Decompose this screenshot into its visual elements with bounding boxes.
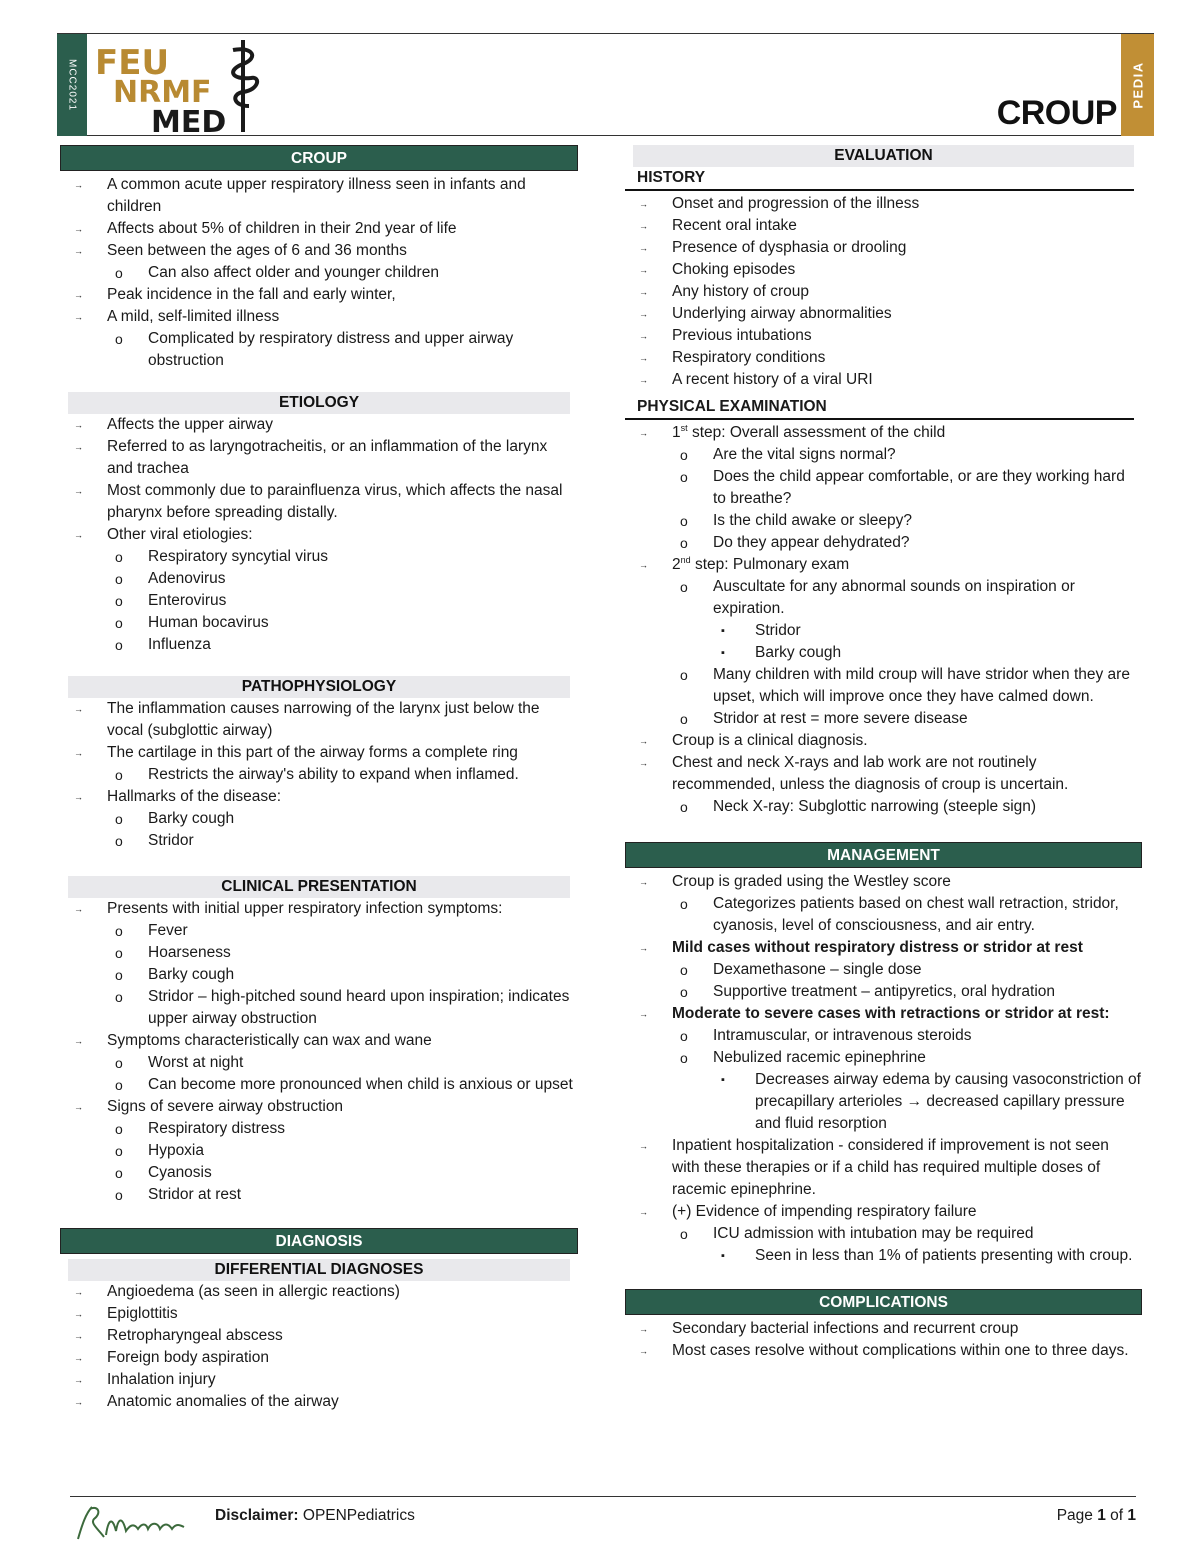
list-item: o Can also affect older and younger children (60, 262, 578, 284)
section-heading-croup: CROUP (60, 145, 578, 171)
batch-code: MCC2021 (66, 58, 78, 112)
history-list (625, 193, 1142, 391)
list-item: o Respiratory distress (60, 1118, 578, 1140)
list-item: o Does the child appear comfortable, or are they working hard to breathe? (625, 466, 1142, 510)
page-header (57, 33, 1154, 136)
list-item: o Influenza (60, 634, 578, 656)
list-item: o Supportive treatment – antipyretics, oral hydration (625, 981, 1142, 1003)
list-item: → Other viral etiologies: (60, 524, 570, 546)
disclaimer-label: Disclaimer: (215, 1507, 299, 1524)
list-item: o Stridor – high-pitched sound heard upon inspiration; indicates upper airway obstruction (60, 986, 578, 1030)
list-item: o Restricts the airway's ability to expand when inflamed. (60, 764, 578, 786)
list-item: → Most cases resolve without complications within one to three days. (625, 1340, 1134, 1362)
subsection-heading-physical-examination: PHYSICAL EXAMINATION (625, 396, 1134, 420)
list-item: o Can become more pronounced when child is anxious or upset (60, 1074, 578, 1096)
list-item: → Seen between the ages of 6 and 36 months (60, 240, 570, 262)
section-heading-clinical-presentation: CLINICAL PRESENTATION (68, 876, 570, 898)
section-heading-diagnosis: DIAGNOSIS (60, 1228, 578, 1254)
list-item: → 2nd step: Pulmonary exam (625, 554, 1134, 576)
list-item: → Inpatient hospitalization - considered if improvement is not seen with these therapies or if a child has required multiple doses of racemic epinephrine. (625, 1135, 1134, 1201)
list-item: → Retropharyngeal abscess (60, 1325, 570, 1347)
clinical-presentation-list (60, 898, 578, 1206)
list-item: → Recent oral intake (625, 215, 1134, 237)
section-heading-evaluation: EVALUATION (633, 145, 1134, 167)
list-item: o Enterovirus (60, 590, 578, 612)
list-item: o Adenovirus (60, 568, 578, 590)
list-item: o Respiratory syncytial virus (60, 546, 578, 568)
list-item: → The inflammation causes narrowing of the larynx just below the vocal (subglottic airway) (60, 698, 570, 742)
list-item: o Nebulized racemic epinephrine (625, 1047, 1142, 1069)
list-item: → A common acute upper respiratory illness seen in infants and children (60, 174, 570, 218)
list-item: o Categorizes patients based on chest wall retraction, stridor, cyanosis, level of consciousness, and air entry. (625, 893, 1142, 937)
list-item: o Stridor (60, 830, 578, 852)
document-title: CROUP (996, 94, 1117, 132)
list-item: → Choking episodes (625, 259, 1134, 281)
list-item: → Peak incidence in the fall and early winter, (60, 284, 570, 306)
author-signature (72, 1501, 192, 1545)
list-item: o Human bocavirus (60, 612, 578, 634)
list-item: ▪ Barky cough (625, 642, 1142, 664)
list-item: → Chest and neck X-rays and lab work are not routinely recommended, unless the diagnosis of croup is uncertain. (625, 752, 1134, 796)
page-footer (70, 1496, 1136, 1546)
pathophysiology-list (60, 698, 578, 852)
list-item: → Underlying airway abnormalities (625, 303, 1134, 325)
list-item: → Secondary bacterial infections and recurrent croup (625, 1318, 1134, 1340)
list-item: o Hypoxia (60, 1140, 578, 1162)
list-item: → Epiglottitis (60, 1303, 570, 1325)
page-number: Page 1 of 1 (1056, 1507, 1136, 1524)
list-item: o Barky cough (60, 808, 578, 830)
list-item: → Affects the upper airway (60, 414, 570, 436)
list-item: o Is the child awake or sleepy? (625, 510, 1142, 532)
list-item: → Croup is a clinical diagnosis. (625, 730, 1134, 752)
section-heading-pathophysiology: PATHOPHYSIOLOGY (68, 676, 570, 698)
caduceus-icon (233, 40, 257, 132)
list-item: → Referred to as laryngotracheitis, or an inflammation of the larynx and trachea (60, 436, 570, 480)
left-column (60, 145, 578, 1413)
list-item: → Previous intubations (625, 325, 1134, 347)
logo-line-3: MED (151, 105, 227, 136)
section-heading-management: MANAGEMENT (625, 842, 1142, 868)
list-item: ▪ Decreases airway edema by causing vasoconstriction of precapillary arterioles → decreased capillary pressure and fluid resorption (625, 1069, 1142, 1135)
disclaimer (215, 1507, 415, 1525)
list-item: → (+) Evidence of impending respiratory failure (625, 1201, 1134, 1223)
batch-code-tab (57, 34, 87, 136)
list-item: → Symptoms characteristically can wax and wane (60, 1030, 570, 1052)
differential-diagnoses-list (60, 1281, 578, 1413)
list-item: o Dexamethasone – single dose (625, 959, 1142, 981)
disclaimer-source: OPENPediatrics (298, 1507, 415, 1524)
list-item: o Neck X-ray: Subglottic narrowing (steeple sign) (625, 796, 1142, 818)
feu-nrmf-med-logo (93, 36, 283, 136)
list-item: ▪ Seen in less than 1% of patients presenting with croup. (625, 1245, 1142, 1267)
list-item: → Affects about 5% of children in their 2nd year of life (60, 218, 570, 240)
list-item: → Foreign body aspiration (60, 1347, 570, 1369)
list-item: → Inhalation injury (60, 1369, 570, 1391)
subject-label: PEDIA (1130, 61, 1145, 109)
complications-list (625, 1318, 1142, 1362)
list-item: o Stridor at rest (60, 1184, 578, 1206)
logo-line-1: FEU (95, 43, 170, 83)
list-item: → Respiratory conditions (625, 347, 1134, 369)
list-item: → Onset and progression of the illness (625, 193, 1134, 215)
list-item: o Do they appear dehydrated? (625, 532, 1142, 554)
list-item: → Presents with initial upper respiratory infection symptoms: (60, 898, 570, 920)
list-item: → Signs of severe airway obstruction (60, 1096, 570, 1118)
croup-list (60, 174, 578, 372)
list-item: → Any history of croup (625, 281, 1134, 303)
list-item: → Presence of dysphasia or drooling (625, 237, 1134, 259)
subsection-heading-differential-diagnoses: DIFFERENTIAL DIAGNOSES (68, 1259, 570, 1281)
list-item: o Complicated by respiratory distress and upper airway obstruction (60, 328, 578, 372)
section-heading-etiology: ETIOLOGY (68, 392, 570, 414)
list-item: o Fever (60, 920, 578, 942)
list-item: o Barky cough (60, 964, 578, 986)
subject-tab (1121, 34, 1154, 136)
section-heading-complications: COMPLICATIONS (625, 1289, 1142, 1315)
logo-line-2: NRMF (113, 75, 212, 110)
list-item: o ICU admission with intubation may be required (625, 1223, 1142, 1245)
list-item: o Auscultate for any abnormal sounds on inspiration or expiration. (625, 576, 1142, 620)
etiology-list (60, 414, 578, 656)
physical-examination-list (625, 422, 1142, 818)
list-item: → Hallmarks of the disease: (60, 786, 570, 808)
list-item: o Are the vital signs normal? (625, 444, 1142, 466)
list-item: → A mild, self-limited illness (60, 306, 570, 328)
list-item: → A recent history of a viral URI (625, 369, 1134, 391)
list-item: o Intramuscular, or intravenous steroids (625, 1025, 1142, 1047)
list-item: → Anatomic anomalies of the airway (60, 1391, 570, 1413)
list-item: o Stridor at rest = more severe disease (625, 708, 1142, 730)
list-item: o Many children with mild croup will have stridor when they are upset, which will improve once they have calmed down. (625, 664, 1142, 708)
list-item: → 1st step: Overall assessment of the child (625, 422, 1134, 444)
list-item: → Mild cases without respiratory distress or stridor at rest (625, 937, 1134, 959)
list-item: ▪ Stridor (625, 620, 1142, 642)
subsection-heading-history: HISTORY (625, 167, 1134, 191)
list-item: → Most commonly due to parainfluenza virus, which affects the nasal pharynx before spreading distally. (60, 480, 570, 524)
list-item: → Angioedema (as seen in allergic reactions) (60, 1281, 570, 1303)
right-column (625, 145, 1142, 1362)
list-item: o Cyanosis (60, 1162, 578, 1184)
list-item: o Worst at night (60, 1052, 578, 1074)
list-item: o Hoarseness (60, 942, 578, 964)
list-item: → The cartilage in this part of the airway forms a complete ring (60, 742, 570, 764)
list-item: → Croup is graded using the Westley score (625, 871, 1134, 893)
management-list (625, 871, 1142, 1267)
list-item: → Moderate to severe cases with retractions or stridor at rest: (625, 1003, 1134, 1025)
